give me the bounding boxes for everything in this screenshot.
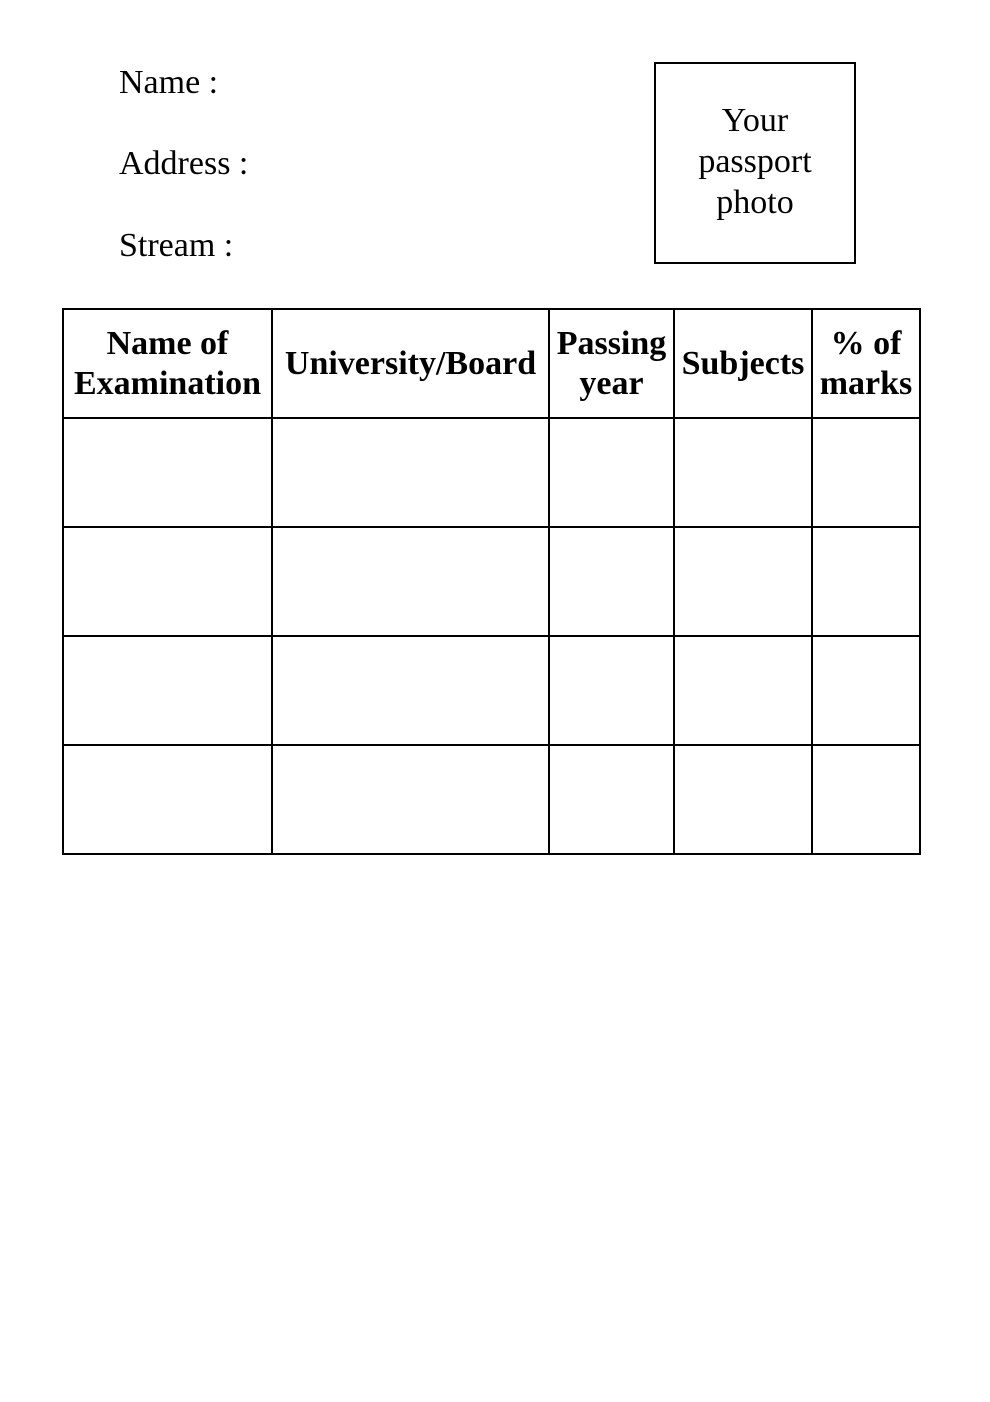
header-subjects [674, 309, 812, 418]
cell-university-board[interactable] [272, 745, 549, 854]
cell-examination[interactable] [63, 418, 272, 527]
header-percent-of-marks [812, 309, 920, 418]
header-university-board [272, 309, 549, 418]
cell-examination[interactable] [63, 636, 272, 745]
cell-examination[interactable] [63, 745, 272, 854]
address-label: Address : [119, 145, 249, 182]
cell-subjects[interactable] [674, 745, 812, 854]
header-line: Passing [556, 324, 667, 362]
cell-university-board[interactable] [272, 527, 549, 636]
cell-percent-marks[interactable] [812, 745, 920, 854]
table-row [63, 745, 920, 854]
cell-passing-year[interactable] [549, 745, 674, 854]
passport-photo-placeholder-text [665, 100, 845, 223]
photo-text-line: Your [721, 101, 789, 139]
header-line: Name of [106, 324, 229, 362]
header-line: % of [830, 324, 902, 362]
cell-percent-marks[interactable] [812, 418, 920, 527]
name-label: Name : [119, 64, 219, 101]
cell-passing-year[interactable] [549, 418, 674, 527]
stream-label: Stream : [119, 227, 234, 264]
photo-text-line: passport [698, 142, 812, 180]
cell-examination[interactable] [63, 527, 272, 636]
header-line: University/Board [284, 344, 537, 382]
examination-table [62, 308, 921, 855]
cell-subjects[interactable] [674, 418, 812, 527]
header-line: Examination [73, 364, 262, 402]
cell-university-board[interactable] [272, 418, 549, 527]
cell-university-board[interactable] [272, 636, 549, 745]
cell-subjects[interactable] [674, 636, 812, 745]
table-row [63, 527, 920, 636]
header-line: year [579, 364, 644, 402]
header-line: Subjects [681, 344, 805, 382]
table-header-row [63, 309, 920, 418]
cell-percent-marks[interactable] [812, 636, 920, 745]
cell-passing-year[interactable] [549, 636, 674, 745]
cell-subjects[interactable] [674, 527, 812, 636]
table-row [63, 636, 920, 745]
header-passing-year [549, 309, 674, 418]
cell-passing-year[interactable] [549, 527, 674, 636]
header-name-of-examination [63, 309, 272, 418]
header-line: marks [819, 364, 913, 402]
table-row [63, 418, 920, 527]
photo-text-line: photo [716, 183, 794, 221]
passport-photo-box[interactable] [654, 62, 856, 264]
cell-percent-marks[interactable] [812, 527, 920, 636]
